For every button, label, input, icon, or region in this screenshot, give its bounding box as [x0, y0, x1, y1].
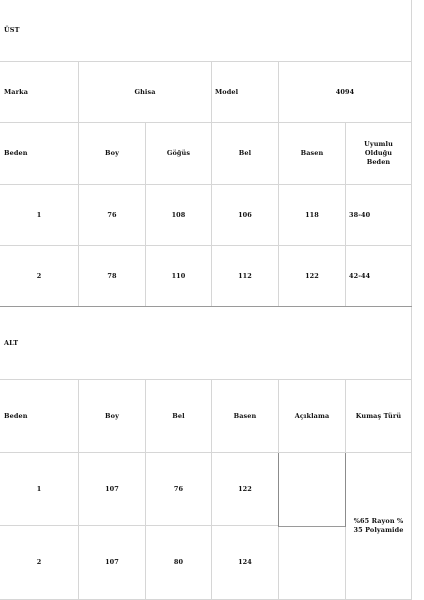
alt-row1-basen: 122 — [212, 453, 279, 526]
ust-row2-gogus: 110 — [146, 246, 212, 307]
alt-header-basen: Basen — [212, 380, 279, 453]
aciklama-edge-left — [278, 453, 279, 527]
alt-row2-basen: 124 — [212, 526, 279, 600]
ust-section-title: ÜST — [0, 0, 412, 62]
ust-row2-uyumlu-beden: 42-44 — [346, 246, 412, 307]
ust-row2-basen: 122 — [279, 246, 346, 307]
model-label: Model — [212, 62, 279, 123]
alt-row2-boy: 107 — [79, 526, 146, 600]
ust-header-uyumlu-beden: Uyumlu Olduğu Beden — [346, 123, 412, 185]
alt-header-beden: Beden — [0, 380, 79, 453]
ust-row2-beden: 2 — [0, 246, 79, 307]
model-value: 4094 — [279, 62, 412, 123]
ust-row2-bel: 112 — [212, 246, 279, 307]
ust-row1-bel: 106 — [212, 185, 279, 246]
ust-header-bel: Bel — [212, 123, 279, 185]
ust-header-boy: Boy — [79, 123, 146, 185]
alt-section-title: ALT — [0, 307, 412, 380]
alt-row2-bel: 80 — [146, 526, 212, 600]
alt-row1-bel: 76 — [146, 453, 212, 526]
ust-row2-boy: 78 — [79, 246, 146, 307]
ust-header-basen: Basen — [279, 123, 346, 185]
alt-fabric-type: %65 Rayon % 35 Polyamide — [346, 453, 412, 600]
alt-header-bel: Bel — [146, 380, 212, 453]
alt-row1-beden: 1 — [0, 453, 79, 526]
alt-header-kumas-turu: Kumaş Türü — [346, 380, 412, 453]
alt-row1-boy: 107 — [79, 453, 146, 526]
ust-row1-gogus: 108 — [146, 185, 212, 246]
marka-label: Marka — [0, 62, 79, 123]
ust-header-gogus: Göğüs — [146, 123, 212, 185]
ust-header-beden: Beden — [0, 123, 79, 185]
ust-row1-beden: 1 — [0, 185, 79, 246]
alt-header-boy: Boy — [79, 380, 146, 453]
ust-row1-basen: 118 — [279, 185, 346, 246]
alt-row2-beden: 2 — [0, 526, 79, 600]
alt-header-aciklama: Açıklama — [279, 380, 346, 453]
aciklama-edge-bottom — [279, 526, 346, 527]
marka-value: Ghisa — [79, 62, 212, 123]
ust-row1-uyumlu-beden: 38-40 — [346, 185, 412, 246]
ust-row1-boy: 76 — [79, 185, 146, 246]
